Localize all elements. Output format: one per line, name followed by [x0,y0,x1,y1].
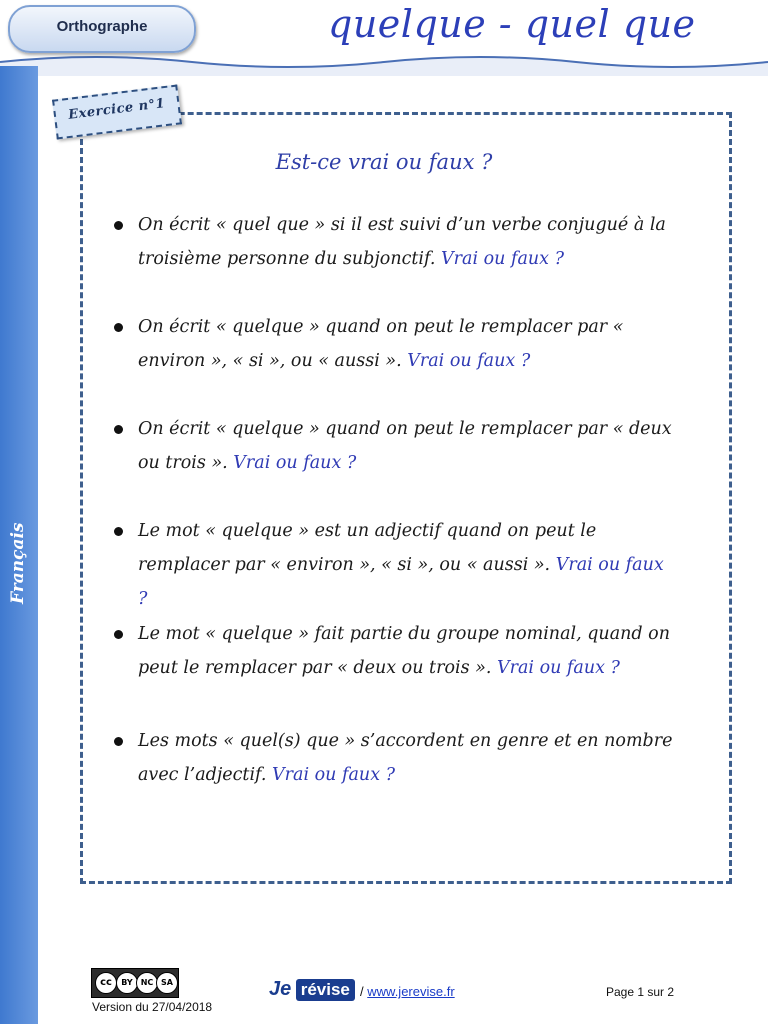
list-item [114,514,674,616]
list-item [114,208,674,276]
website-link[interactable]: www.jerevise.fr [367,984,455,999]
exercise-tab-label: Exercice n°1 [67,96,166,123]
true-false-prompt: Vrai ou faux ? [441,249,564,269]
item-text: Le mot « quelque » fait partie du groupe nominal, quand on peut le remplacer par « deux ou trois ». [138,624,670,678]
list-item [114,617,674,685]
bullet-icon [114,527,123,536]
jerevise-logo [269,978,355,1004]
cc-icon: cc [95,972,117,994]
category-label: Orthographe [56,18,148,35]
by-icon: BY [116,972,138,994]
true-false-prompt: Vrai ou faux ? [272,765,396,785]
link-separator: / [360,984,364,999]
bullet-icon [114,425,123,434]
subject-label: Français [8,522,28,604]
item-text: Le mot « quelque » est un adjectif quand on peut le remplacer par « environ », « si », ou « aussi ». [138,521,597,575]
page-number: Page 1 sur 2 [606,985,675,999]
item-text: On écrit « quelque » quand on peut le remplacer par « deux ou trois ». [138,419,672,473]
true-false-prompt: Vrai ou faux ? [138,555,664,609]
website-link-group [360,984,455,999]
true-false-prompt: Vrai ou faux ? [233,453,357,473]
page-header [0,0,768,62]
sa-icon: SA [156,972,178,994]
category-badge [8,5,196,53]
bullet-icon [114,221,123,230]
list-item [114,412,674,480]
nc-icon: NC [136,972,158,994]
true-false-prompt: Vrai ou faux ? [407,351,531,371]
page-title: quelque - quel que [328,2,696,46]
logo-je: Je [269,978,292,1000]
list-item [114,310,674,378]
logo-revise: révise [296,979,355,1001]
version-date: Version du 27/04/2018 [92,1000,213,1014]
item-text: On écrit « quel que » si il est suivi d’un verbe conjugué à la troisième personne du subjonctif. [138,215,666,269]
bullet-icon [114,630,123,639]
bullet-icon [114,737,123,746]
header-wave-divider [0,50,768,76]
list-item [114,724,674,792]
item-text: On écrit « quelque » quand on peut le remplacer par « environ », « si », ou « aussi ». [138,317,624,371]
exercise-title: Est-ce vrai ou faux ? [275,150,493,174]
bullet-icon [114,323,123,332]
item-text: Les mots « quel(s) que » s’accordent en genre et en nombre avec l’adjectif. [138,731,673,785]
creative-commons-license-icon [91,968,179,998]
true-false-prompt: Vrai ou faux ? [496,658,620,678]
